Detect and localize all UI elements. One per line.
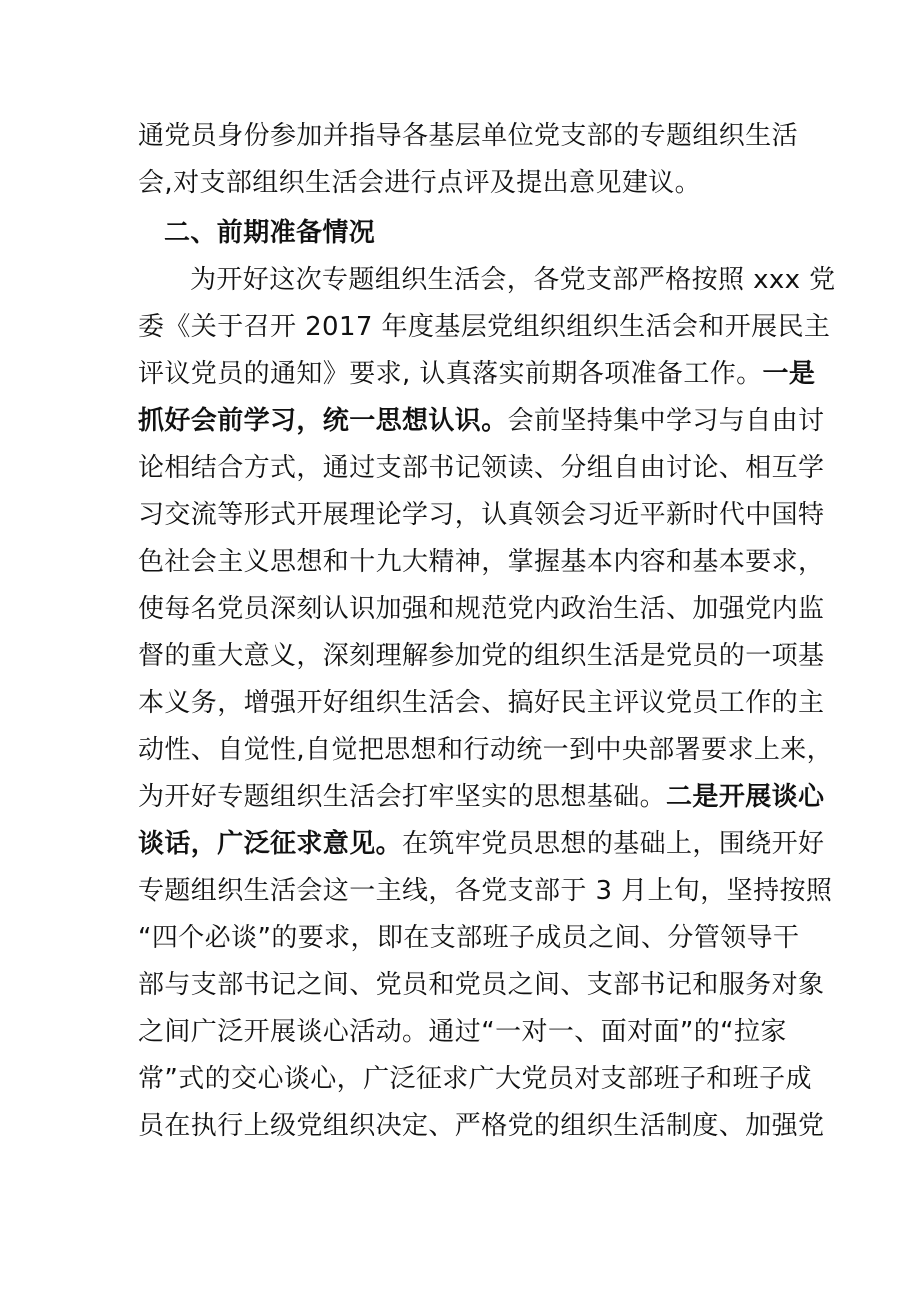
- text-line: 色社会主义思想和十九大精神，掌握基本内容和基本要求，: [138, 547, 825, 577]
- bold-phrase: 谈话，广泛征求意见。: [138, 829, 403, 859]
- paragraph-1: [138, 113, 799, 207]
- text-line: 本义务，增强开好组织生活会、搞好民主评议党员工作的主: [138, 688, 825, 718]
- text-line: 专题组织生活会这一主线，各党支部于 3 月上旬，坚持按照: [138, 876, 833, 906]
- text-line: [138, 774, 825, 821]
- text-line: “四个必谈”的要求，即在支部班子成员之间、分管领导干: [138, 923, 800, 953]
- document-body: [138, 113, 836, 1150]
- paragraph-2: [138, 257, 836, 1150]
- line-text: 为开好专题组织生活会打牢坚实的思想基础。: [138, 782, 667, 812]
- line-text: 评议党员的通知》要求, 认真落实前期各项准备工作。: [138, 359, 763, 389]
- text-line: 委《关于召开 2017 年度基层党组织组织生活会和开展民主: [138, 312, 831, 342]
- text-line: 为开好这次专题组织生活会，各党支部严格按照 xxx 党: [190, 265, 836, 295]
- line-text: 在筑牢党员思想的基础上，围绕开好: [402, 829, 825, 859]
- text-line: 会,对支部组织生活会进行点评及提出意见建议。: [138, 168, 702, 198]
- text-line: 督的重大意义，深刻理解参加党的组织生活是党员的一项基: [138, 641, 825, 671]
- text-line: [138, 351, 816, 398]
- text-line: 习交流等形式开展理论学习，认真领会习近平新时代中国特: [138, 500, 825, 530]
- bold-phrase: 二是开展谈心: [666, 782, 825, 812]
- text-line: 员在执行上级党组织决定、严格党的组织生活制度、加强党: [138, 1111, 825, 1141]
- text-line: 之间广泛开展谈心活动。通过“一对一、面对面”的“拉家: [138, 1017, 787, 1047]
- bold-phrase: 抓好会前学习，统一思想认识。: [138, 406, 508, 436]
- text-line: 部与支部书记之间、党员和党员之间、支部书记和服务对象: [138, 970, 825, 1000]
- text-line: 常”式的交心谈心，广泛征求广大党员对支部班子和班子成: [138, 1064, 812, 1094]
- text-line: [138, 398, 825, 445]
- bold-phrase: 一是: [762, 359, 816, 389]
- text-line: [138, 821, 825, 868]
- text-line: 论相结合方式，通过支部书记领读、分组自由讨论、相互学: [138, 453, 825, 483]
- text-line: 通党员身份参加并指导各基层单位党支部的专题组织生活: [138, 121, 799, 151]
- text-line: 动性、自觉性,自觉把思想和行动统一到中央部署要求上来，: [138, 735, 834, 765]
- section-heading: 二、前期准备情况: [164, 218, 376, 248]
- line-text: 会前坚持集中学习与自由讨: [507, 406, 825, 436]
- text-line: 使每名党员深刻认识加强和规范党内政治生活、加强党内监: [138, 594, 825, 624]
